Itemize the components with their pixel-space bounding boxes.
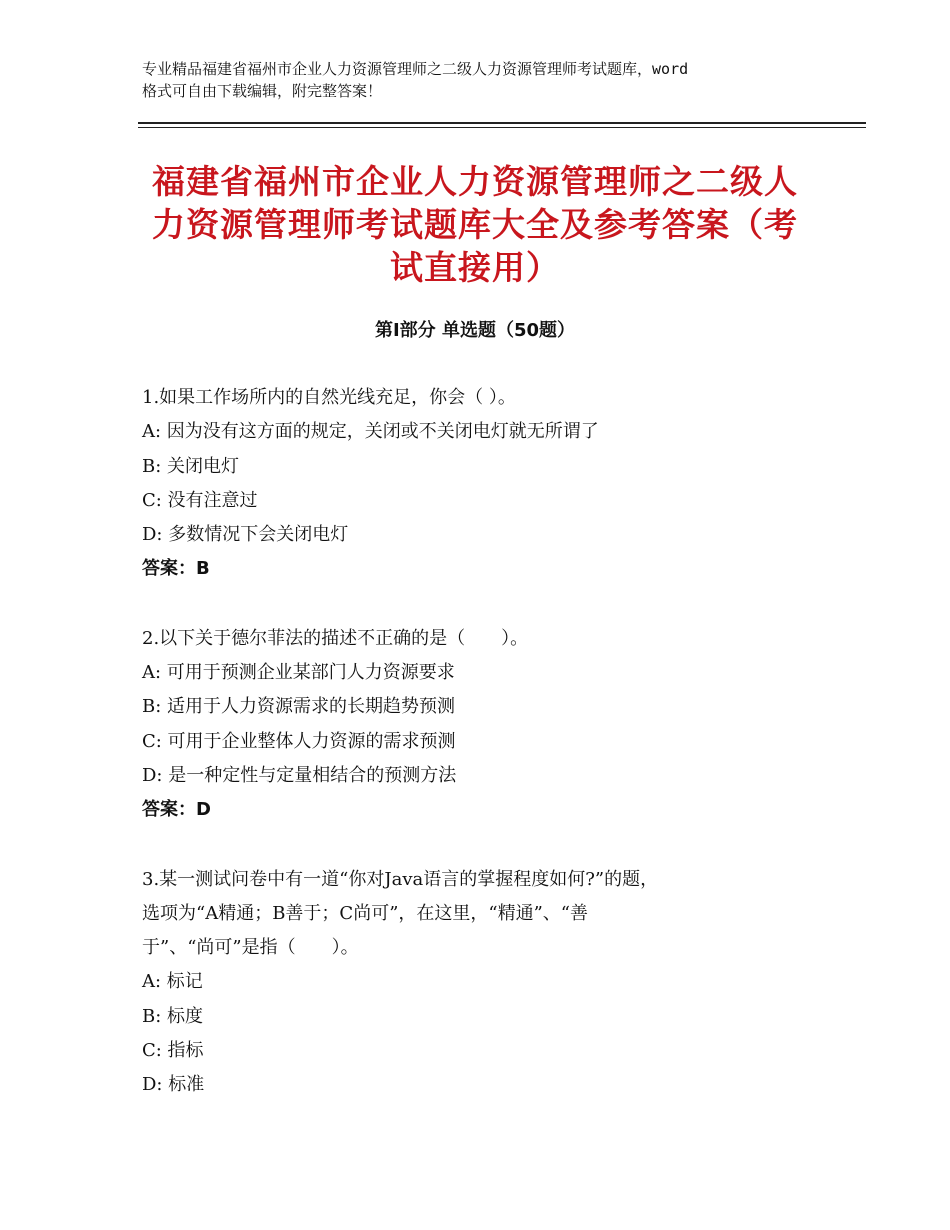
option-d: D: 是一种定性与定量相结合的预测方法 bbox=[142, 764, 457, 786]
option-d: D: 多数情况下会关闭电灯 bbox=[142, 524, 349, 546]
document-title-line-3: 试直接用） bbox=[390, 248, 560, 287]
header-rule-thick bbox=[138, 122, 866, 124]
option-a: A: 可用于预测企业某部门人力资源要求 bbox=[142, 662, 455, 684]
section-title: 第Ⅰ部分 单选题（50题） bbox=[374, 320, 575, 341]
question-2 bbox=[142, 622, 812, 828]
question-stem: 1.如果工作场所内的自然光线充足，你会（ ）。 bbox=[142, 387, 516, 408]
question-stem-line-3: 于”、“尚可”是指（ ）。 bbox=[142, 937, 359, 959]
option-b: B: 关闭电灯 bbox=[142, 455, 240, 477]
option-a: A: 因为没有这方面的规定，关闭或不关闭电灯就无所谓了 bbox=[142, 421, 599, 443]
question-list bbox=[142, 381, 812, 1138]
document-title bbox=[140, 160, 810, 289]
question-stem-line-2: 选项为“A精通；B善于；C尚可”，在这里，“精通”、“善 bbox=[142, 902, 589, 924]
option-a: A: 标记 bbox=[142, 971, 203, 993]
document-title-line-2: 力资源管理师考试题库大全及参考答案（考 bbox=[152, 205, 798, 244]
question-1 bbox=[142, 381, 812, 587]
header-note bbox=[142, 58, 822, 102]
option-c: C: 可用于企业整体人力资源的需求预测 bbox=[142, 730, 456, 752]
answer-label: 答案：D bbox=[142, 799, 211, 821]
option-b: B: 标度 bbox=[142, 1005, 204, 1027]
document-title-line-1: 福建省福州市企业人力资源管理师之二级人 bbox=[152, 162, 798, 201]
option-b: B: 适用于人力资源需求的长期趋势预测 bbox=[142, 696, 456, 718]
question-stem-line-1: 3.某一测试问卷中有一道“你对Java语言的掌握程度如何?”的题， bbox=[142, 868, 659, 890]
header-rule-thin bbox=[138, 127, 866, 128]
option-c: C: 指标 bbox=[142, 1040, 204, 1062]
header-note-line-1: 专业精品福建省福州市企业人力资源管理师之二级人力资源管理师考试题库，word bbox=[142, 60, 689, 78]
question-3 bbox=[142, 863, 812, 1103]
question-stem: 2.以下关于德尔菲法的描述不正确的是（ ）。 bbox=[142, 627, 529, 649]
answer-label: 答案：B bbox=[142, 558, 210, 580]
header-note-line-2: 格式可自由下载编辑，附完整答案！ bbox=[142, 82, 383, 100]
option-d: D: 标准 bbox=[142, 1074, 205, 1096]
option-c: C: 没有注意过 bbox=[142, 489, 258, 511]
